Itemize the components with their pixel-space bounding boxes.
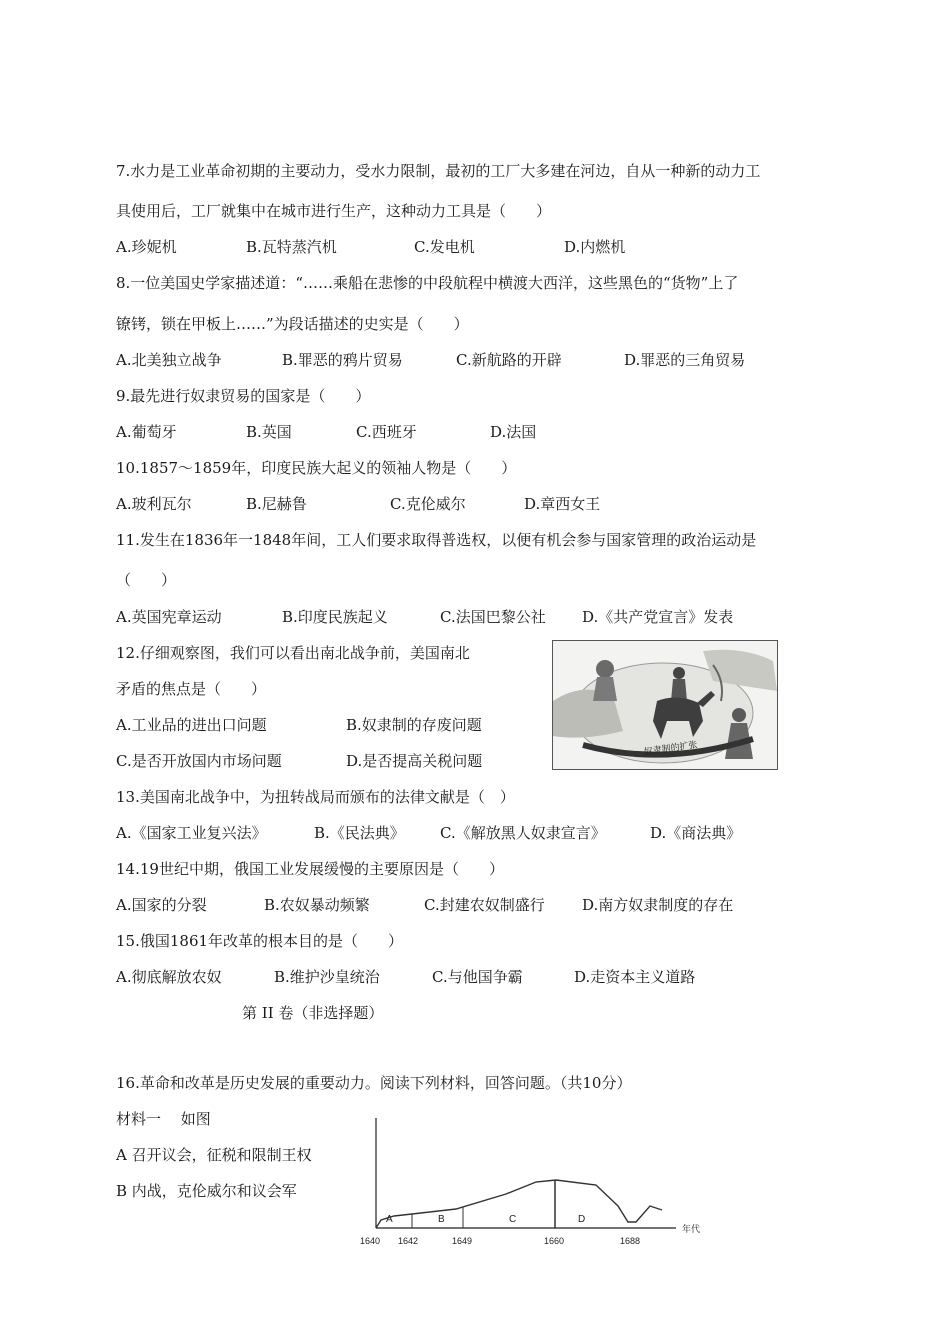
q11-option-d: D.《共产党宣言》发表 (582, 608, 734, 626)
timeline-curve (376, 1180, 662, 1228)
q12-option-b: B.奴隶制的存废问题 (346, 716, 482, 734)
q14-option-a: A.国家的分裂 (116, 896, 207, 914)
q16-stem: 16.革命和改革是历史发展的重要动力。阅读下列材料，回答问题。（共10分） (116, 1074, 632, 1092)
q12-option-a: A.工业品的进出口问题 (116, 716, 267, 734)
q14-stem: 14.19世纪中期，俄国工业发展缓慢的主要原因是（ ） (116, 860, 504, 878)
q7-stem-line1: 7.水力是工业革命初期的主要动力，受水力限制，最初的工厂大多建在河边，自从一种新的动力工 (116, 162, 761, 180)
q7-option-a: A.珍妮机 (116, 238, 177, 256)
q7-option-b: B.瓦特蒸汽机 (246, 238, 337, 256)
q7-option-d: D.内燃机 (564, 238, 626, 256)
q15-option-a: A.彻底解放农奴 (116, 968, 222, 986)
axis-label: 年代 (682, 1224, 701, 1234)
q10-stem: 10.1857～1859年，印度民族大起义的领袖人物是（ ） (116, 459, 517, 477)
segment-a: A (386, 1214, 393, 1225)
timeline-diagram (356, 1110, 716, 1250)
slavery-expansion-cartoon (552, 640, 778, 770)
q9-stem: 9.最先进行奴隶贸易的国家是（ ） (116, 387, 371, 405)
english-revolution-timeline (356, 1110, 716, 1250)
q8-stem-line1: 8.一位美国史学家描述道：“……乘船在悲惨的中段航程中横渡大西洋，这些黑色的“货物”上了 (116, 274, 739, 292)
q15-stem: 15.俄国1861年改革的根本目的是（ ） (116, 932, 404, 950)
q11-stem-line1: 11.发生在1836年一1848年间，工人们要求取得普选权，以便有机会参与国家管理的政治运动是 (116, 531, 757, 549)
q15-option-c: C.与他国争霸 (432, 968, 523, 986)
q10-option-b: B.尼赫鲁 (246, 495, 307, 513)
tick-1660: 1660 (544, 1236, 565, 1246)
q15-option-b: B.维护沙皇统治 (274, 968, 380, 986)
q13-option-c: C.《解放黑人奴隶宣言》 (440, 824, 606, 842)
q13-option-d: D.《商法典》 (650, 824, 742, 842)
q14-option-c: C.封建农奴制盛行 (424, 896, 545, 914)
q8-option-d: D.罪恶的三角贸易 (624, 351, 746, 369)
segment-b: B (438, 1214, 445, 1225)
q11-stem-line2: （ ） (116, 571, 177, 589)
q12-option-d: D.是否提高关税问题 (346, 752, 483, 770)
q8-option-b: B.罪恶的鸦片贸易 (282, 351, 403, 369)
segment-d: D (578, 1214, 586, 1225)
tick-1642: 1642 (398, 1236, 419, 1246)
q12-stem-line1: 12.仔细观察图，我们可以看出南北战争前，美国南北 (116, 644, 470, 662)
q9-option-a: A.葡萄牙 (116, 423, 177, 441)
q8-option-c: C.新航路的开辟 (456, 351, 562, 369)
tick-1649: 1649 (452, 1236, 473, 1246)
q16-material-label: 材料一 如图 (116, 1110, 211, 1128)
tick-1640: 1640 (360, 1236, 381, 1246)
q13-option-a: A.《国家工业复兴法》 (116, 824, 267, 842)
q7-option-c: C.发电机 (414, 238, 475, 256)
section-title: 第 II 卷（非选择题） (242, 1004, 384, 1022)
q13-option-b: B.《民法典》 (314, 824, 405, 842)
q13-stem: 13.美国南北战争中，为扭转战局而颁布的法律文献是（ ） (116, 788, 515, 806)
q12-option-c: C.是否开放国内市场问题 (116, 752, 282, 770)
cartoon-illustration (553, 641, 777, 769)
q16-item-a: A 召开议会，征税和限制王权 (116, 1146, 312, 1164)
q8-option-a: A.北美独立战争 (116, 351, 222, 369)
q14-option-b: B.农奴暴动频繁 (264, 896, 370, 914)
q10-option-c: C.克伦威尔 (390, 495, 466, 513)
q7-stem-line2: 具使用后，工厂就集中在城市进行生产，这种动力工具是（ ） (116, 202, 552, 220)
q10-option-a: A.玻利瓦尔 (116, 495, 192, 513)
q9-option-c: C.西班牙 (356, 423, 417, 441)
q12-stem-line2: 矛盾的焦点是（ ） (116, 680, 267, 698)
q15-option-d: D.走资本主义道路 (574, 968, 696, 986)
q11-option-a: A.英国宪章运动 (116, 608, 222, 626)
cartoon-caption: 奴隶制的扩张 (643, 740, 699, 758)
q9-option-d: D.法国 (490, 423, 537, 441)
segment-c: C (509, 1214, 517, 1225)
q14-option-d: D.南方奴隶制度的存在 (582, 896, 734, 914)
q8-stem-line2: 镣铐，锁在甲板上……”为段话描述的史实是（ ） (116, 315, 469, 333)
q10-option-d: D.章西女王 (524, 495, 601, 513)
q11-option-b: B.印度民族起义 (282, 608, 388, 626)
q9-option-b: B.英国 (246, 423, 292, 441)
q16-item-b: B 内战，克伦威尔和议会军 (116, 1182, 297, 1200)
q11-option-c: C.法国巴黎公社 (440, 608, 546, 626)
tick-1688: 1688 (620, 1236, 641, 1246)
